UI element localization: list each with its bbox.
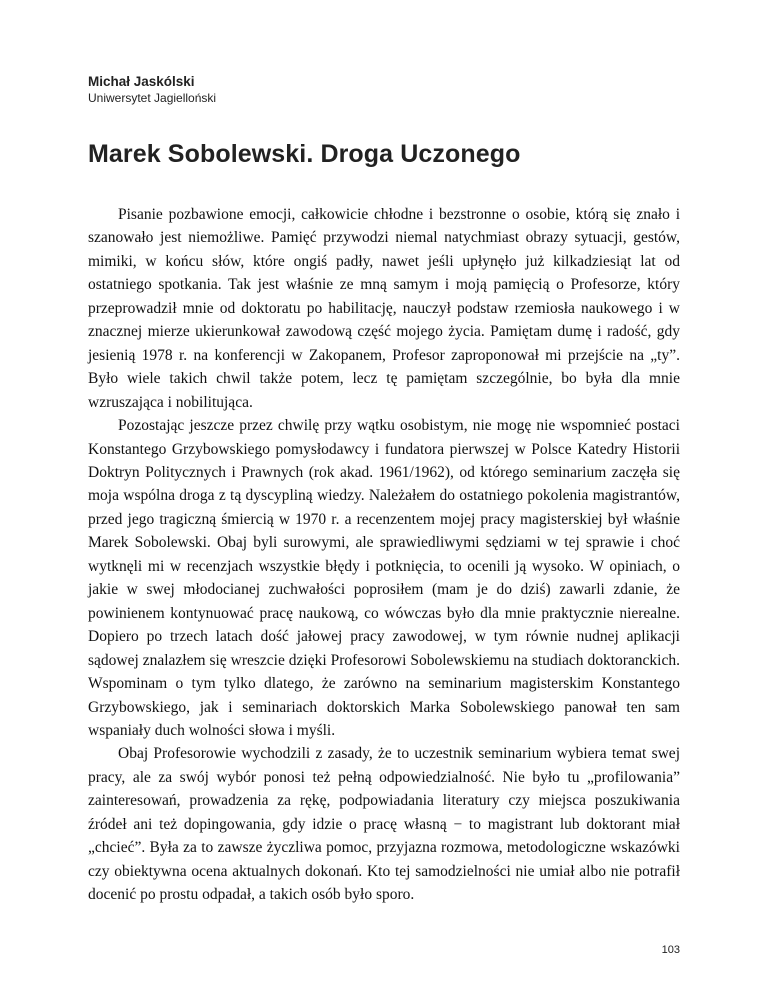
author-affiliation: Uniwersytet Jagielloński xyxy=(88,91,217,105)
article-body xyxy=(88,203,680,907)
page-number: 103 xyxy=(661,944,680,956)
article-title: Marek Sobolewski. Droga Uczonego xyxy=(88,140,521,168)
paragraph: Pozostając jeszcze przez chwilę przy wątku osobistym, nie mogę nie wspomnieć postaci Konstantego Grzybowskiego pomysłodawcy i fundatora pierwszej w Polsce Katedry Historii Doktryn Politycznych i Prawnych (rok akad. 1961/1962), od którego seminarium zaczęła się moja wspólna droga z tą dyscypliną wiedzy. Należałem do ostatniego pokolenia magistrantów, przed jego tragiczną śmiercią w 1970 r. a recenzentem mojej pracy magisterskiej był właśnie Marek Sobolewski. Obaj byli surowymi, ale sprawiedliwymi sędziami w tej sprawie i choć wytknęli mi w recenzjach wszystkie błędy i potknięcia, to ocenili ją wysoko. W opiniach, o jakie w swej młodocianej zuchwałości poprosiłem (mam je do dziś) zawarli zdanie, że powinienem kontynuować pracę naukową, co wówczas było dla mnie praktycznie nierealne. Dopiero po trzech latach dość jałowej pracy zawodowej, w tym równie nudnej aplikacji sądowej znalazłem się wreszcie dzięki Profesorowi Sobolewskiemu na studiach doktoranckich. Wspominam o tym tylko dlatego, że zarówno na seminarium magisterskim Konstantego Grzybowskiego, jak i seminariach doktorskich Marka Sobolewskiego panował ten sam wspaniały duch wolności słowa i myśli. xyxy=(88,417,680,739)
author-name: Michał Jaskólski xyxy=(88,74,195,89)
paragraph: Obaj Profesorowie wychodzili z zasady, że to uczestnik seminarium wybiera temat swej pracy, ale za swój wybór ponosi też pełną odpowiedzialność. Nie było tu „profilowania” zainteresowań, prowadzenia za rękę, podpowiadania literatury czy miejsca poszukiwania źródeł ani też dopingowania, gdy idzie o pracę własną − to magistrant lub doktorant miał „chcieć”. Była za to zawsze życzliwa pomoc, przyjazna rozmowa, metodologiczne wskazówki czy obiektywna ocena aktualnych dokonań. Kto tej samodzielności nie umiał albo nie potrafił docenić po prostu odpadał, a takich osób było sporo. xyxy=(88,745,680,904)
paragraph: Pisanie pozbawione emocji, całkowicie chłodne i bezstronne o osobie, którą się znało i szanowało jest niemożliwe. Pamięć przywodzi niemal natychmiast obrazy sytuacji, gestów, mimiki, w końcu słów, które ongiś padły, nawet jeśli upłynęło już kilkadziesiąt lat od ostatniego spotkania. Tak jest właśnie ze mną samym i moją pamięcią o Profesorze, który przeprowadził mnie od doktoratu po habilitację, nauczył podstaw rzemiosła naukowego i w znacznej mierze ukierunkował zawodową część mojego życia. Pamiętam dumę i radość, gdy jesienią 1978 r. na konferencji w Zakopanem, Profesor zaproponował mi przejście na „ty”. Było wiele takich chwil także potem, lecz tę pamiętam szczególnie, bo była dla mnie wzruszająca i nobilitująca. xyxy=(88,206,680,411)
